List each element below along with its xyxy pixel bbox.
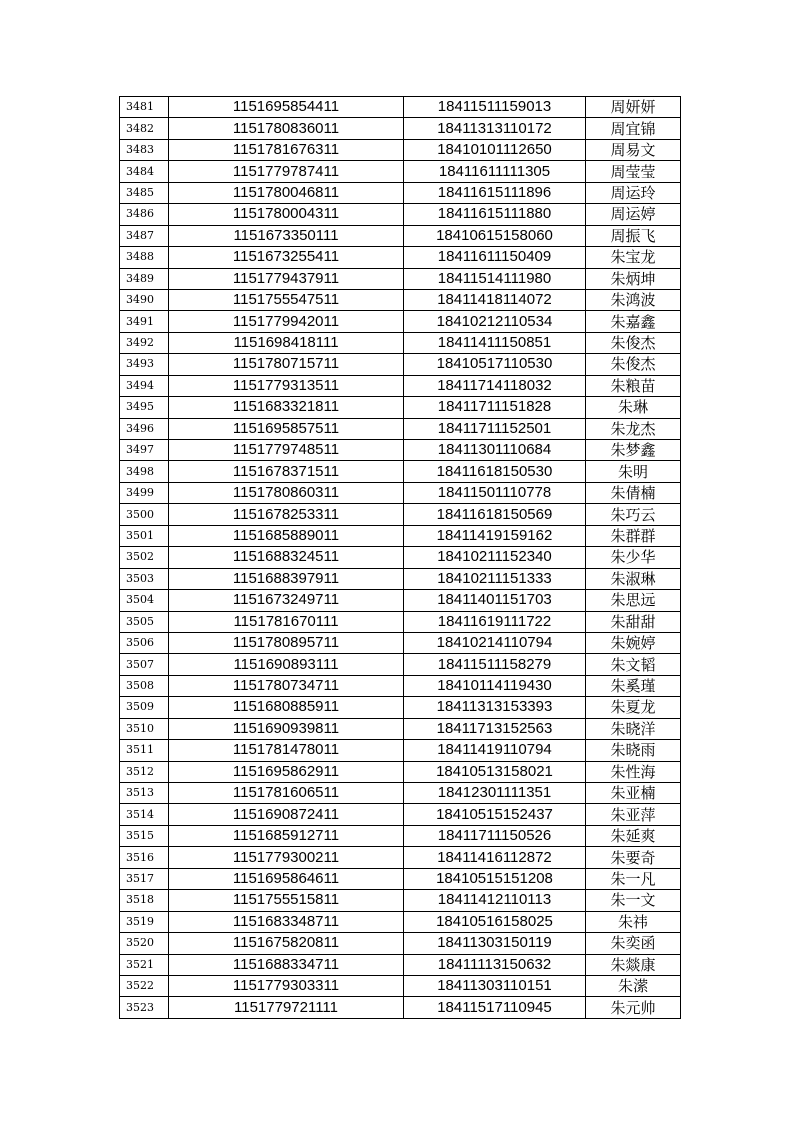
name-cell: 周易文 [586,139,681,160]
student-id-cell: 1151779437911 [169,268,404,289]
student-id-cell: 1151678371511 [169,461,404,482]
name-cell: 朱奚瑾 [586,675,681,696]
name-cell: 朱鸿波 [586,289,681,310]
student-id-cell: 1151779303311 [169,975,404,996]
student-id-cell: 1151688397911 [169,568,404,589]
row-number-cell: 3511 [120,740,169,761]
row-number-cell: 3495 [120,397,169,418]
exam-id-cell: 18410101112650 [404,139,586,160]
exam-id-cell: 18410515152437 [404,804,586,825]
row-number-cell: 3510 [120,718,169,739]
row-number-cell: 3502 [120,547,169,568]
name-cell: 朱龙杰 [586,418,681,439]
exam-id-cell: 18411419110794 [404,740,586,761]
student-id-cell: 1151673249711 [169,590,404,611]
name-cell: 朱甜甜 [586,611,681,632]
exam-id-cell: 18411418114072 [404,289,586,310]
name-cell: 朱燚康 [586,954,681,975]
row-number-cell: 3485 [120,182,169,203]
exam-id-cell: 18411401151703 [404,590,586,611]
records-body [120,97,681,1019]
student-id-cell: 1151755515811 [169,890,404,911]
table-row [120,825,681,846]
name-cell: 朱晓雨 [586,740,681,761]
row-number-cell: 3494 [120,375,169,396]
table-row [120,440,681,461]
student-id-cell: 1151695857511 [169,418,404,439]
student-id-cell: 1151780004311 [169,204,404,225]
table-row [120,97,681,118]
student-id-cell: 1151779300211 [169,847,404,868]
table-row [120,225,681,246]
row-number-cell: 3507 [120,654,169,675]
name-cell: 朱宝龙 [586,247,681,268]
student-id-cell: 1151779787411 [169,161,404,182]
table-row [120,268,681,289]
row-number-cell: 3504 [120,590,169,611]
row-number-cell: 3503 [120,568,169,589]
row-number-cell: 3481 [120,97,169,118]
table-row [120,418,681,439]
student-id-cell: 1151779313511 [169,375,404,396]
student-id-cell: 1151683348711 [169,911,404,932]
name-cell: 朱思远 [586,590,681,611]
name-cell: 朱嘉鑫 [586,311,681,332]
exam-id-cell: 18410212110534 [404,311,586,332]
student-id-cell: 1151690939811 [169,718,404,739]
table-row [120,504,681,525]
exam-id-cell: 18411711150526 [404,825,586,846]
row-number-cell: 3491 [120,311,169,332]
exam-id-cell: 18410516158025 [404,911,586,932]
exam-id-cell: 18410211152340 [404,547,586,568]
name-cell: 朱炳坤 [586,268,681,289]
exam-id-cell: 18411618150530 [404,461,586,482]
student-id-cell: 1151779942011 [169,311,404,332]
name-cell: 朱一文 [586,890,681,911]
student-id-cell: 1151755547511 [169,289,404,310]
row-number-cell: 3514 [120,804,169,825]
exam-id-cell: 18411411150851 [404,332,586,353]
student-id-cell: 1151780046811 [169,182,404,203]
student-id-cell: 1151685889011 [169,525,404,546]
exam-id-cell: 18411416112872 [404,847,586,868]
row-number-cell: 3483 [120,139,169,160]
table-row [120,761,681,782]
table-row [120,397,681,418]
name-cell: 朱婉婷 [586,632,681,653]
exam-id-cell: 18410114119430 [404,675,586,696]
student-id-cell: 1151780895711 [169,632,404,653]
exam-id-cell: 18411419159162 [404,525,586,546]
student-id-cell: 1151781670111 [169,611,404,632]
table-row [120,547,681,568]
student-id-cell: 1151695864611 [169,868,404,889]
name-cell: 朱群群 [586,525,681,546]
table-row [120,911,681,932]
exam-id-cell: 18411615111896 [404,182,586,203]
row-number-cell: 3517 [120,868,169,889]
student-id-cell: 1151688334711 [169,954,404,975]
table-row [120,568,681,589]
row-number-cell: 3513 [120,783,169,804]
table-row [120,182,681,203]
table-row [120,954,681,975]
exam-id-cell: 18411303110151 [404,975,586,996]
name-cell: 周宜锦 [586,118,681,139]
row-number-cell: 3516 [120,847,169,868]
table-row [120,697,681,718]
table-row [120,718,681,739]
name-cell: 朱粮苗 [586,375,681,396]
table-row [120,525,681,546]
student-id-cell: 1151779748511 [169,440,404,461]
table-row [120,611,681,632]
row-number-cell: 3520 [120,933,169,954]
name-cell: 朱延爽 [586,825,681,846]
exam-id-cell: 18411303150119 [404,933,586,954]
exam-id-cell: 18411511159013 [404,97,586,118]
exam-id-cell: 18411412110113 [404,890,586,911]
name-cell: 朱明 [586,461,681,482]
student-id-cell: 1151680885911 [169,697,404,718]
exam-id-cell: 18411313110172 [404,118,586,139]
table-row [120,783,681,804]
name-cell: 朱潆 [586,975,681,996]
row-number-cell: 3490 [120,289,169,310]
name-cell: 朱俊杰 [586,354,681,375]
row-number-cell: 3499 [120,482,169,503]
exam-id-cell: 18410211151333 [404,568,586,589]
exam-id-cell: 18411511158279 [404,654,586,675]
exam-id-cell: 18411611111305 [404,161,586,182]
name-cell: 朱巧云 [586,504,681,525]
name-cell: 朱梦鑫 [586,440,681,461]
name-cell: 朱琳 [586,397,681,418]
table-row [120,590,681,611]
row-number-cell: 3487 [120,225,169,246]
exam-id-cell: 18411619111722 [404,611,586,632]
table-row [120,847,681,868]
row-number-cell: 3489 [120,268,169,289]
row-number-cell: 3519 [120,911,169,932]
table-row [120,311,681,332]
table-row [120,804,681,825]
name-cell: 周振飞 [586,225,681,246]
exam-id-cell: 18411611150409 [404,247,586,268]
row-number-cell: 3522 [120,975,169,996]
table-row [120,375,681,396]
row-number-cell: 3492 [120,332,169,353]
table-row [120,139,681,160]
student-id-cell: 1151695862911 [169,761,404,782]
row-number-cell: 3501 [120,525,169,546]
name-cell: 朱要奇 [586,847,681,868]
exam-id-cell: 18410615158060 [404,225,586,246]
table-row [120,247,681,268]
student-id-cell: 1151698418111 [169,332,404,353]
name-cell: 朱元帅 [586,997,681,1018]
table-row [120,632,681,653]
table-row [120,461,681,482]
student-id-cell: 1151781478011 [169,740,404,761]
table-row [120,289,681,310]
name-cell: 朱淑琳 [586,568,681,589]
student-id-cell: 1151673350111 [169,225,404,246]
table-row [120,654,681,675]
row-number-cell: 3521 [120,954,169,975]
name-cell: 周运玲 [586,182,681,203]
row-number-cell: 3488 [120,247,169,268]
row-number-cell: 3498 [120,461,169,482]
row-number-cell: 3500 [120,504,169,525]
row-number-cell: 3515 [120,825,169,846]
table-row [120,740,681,761]
table-row [120,204,681,225]
name-cell: 朱倩楠 [586,482,681,503]
name-cell: 周运婷 [586,204,681,225]
name-cell: 周莹莹 [586,161,681,182]
exam-id-cell: 18411313153393 [404,697,586,718]
table-row [120,332,681,353]
name-cell: 朱性海 [586,761,681,782]
exam-id-cell: 18411514111980 [404,268,586,289]
name-cell: 朱俊杰 [586,332,681,353]
exam-id-cell: 18411714118032 [404,375,586,396]
table-row [120,482,681,503]
student-id-cell: 1151781606511 [169,783,404,804]
row-number-cell: 3482 [120,118,169,139]
row-number-cell: 3497 [120,440,169,461]
row-number-cell: 3506 [120,632,169,653]
exam-id-cell: 18411615111880 [404,204,586,225]
table-row [120,675,681,696]
name-cell: 朱夏龙 [586,697,681,718]
table-row [120,118,681,139]
student-id-cell: 1151780734711 [169,675,404,696]
student-id-cell: 1151675820811 [169,933,404,954]
exam-id-cell: 18411301110684 [404,440,586,461]
table-row [120,975,681,996]
student-id-cell: 1151683321811 [169,397,404,418]
student-id-cell: 1151690893111 [169,654,404,675]
table-row [120,354,681,375]
student-id-cell: 1151781676311 [169,139,404,160]
table-row [120,161,681,182]
records-table [119,96,681,1019]
table-row [120,868,681,889]
exam-id-cell: 18412301111351 [404,783,586,804]
name-cell: 朱奕函 [586,933,681,954]
row-number-cell: 3496 [120,418,169,439]
name-cell: 朱文韬 [586,654,681,675]
row-number-cell: 3523 [120,997,169,1018]
student-id-cell: 1151780860311 [169,482,404,503]
row-number-cell: 3505 [120,611,169,632]
student-id-cell: 1151780836011 [169,118,404,139]
exam-id-cell: 18410513158021 [404,761,586,782]
student-id-cell: 1151779721111 [169,997,404,1018]
name-cell: 朱晓洋 [586,718,681,739]
exam-id-cell: 18411618150569 [404,504,586,525]
name-cell: 朱亚萍 [586,804,681,825]
student-id-cell: 1151695854411 [169,97,404,118]
exam-id-cell: 18411501110778 [404,482,586,503]
row-number-cell: 3484 [120,161,169,182]
row-number-cell: 3486 [120,204,169,225]
student-id-cell: 1151673255411 [169,247,404,268]
exam-id-cell: 18410517110530 [404,354,586,375]
name-cell: 朱祎 [586,911,681,932]
student-id-cell: 1151678253311 [169,504,404,525]
exam-id-cell: 18411113150632 [404,954,586,975]
student-id-cell: 1151688324511 [169,547,404,568]
row-number-cell: 3512 [120,761,169,782]
exam-id-cell: 18411517110945 [404,997,586,1018]
exam-id-cell: 18411711151828 [404,397,586,418]
name-cell: 朱亚楠 [586,783,681,804]
name-cell: 朱一凡 [586,868,681,889]
table-row [120,933,681,954]
exam-id-cell: 18410515151208 [404,868,586,889]
exam-id-cell: 18411711152501 [404,418,586,439]
row-number-cell: 3518 [120,890,169,911]
row-number-cell: 3509 [120,697,169,718]
name-cell: 周妍妍 [586,97,681,118]
student-id-cell: 1151780715711 [169,354,404,375]
student-id-cell: 1151690872411 [169,804,404,825]
exam-id-cell: 18410214110794 [404,632,586,653]
student-id-cell: 1151685912711 [169,825,404,846]
row-number-cell: 3508 [120,675,169,696]
row-number-cell: 3493 [120,354,169,375]
table-row [120,997,681,1018]
table-row [120,890,681,911]
exam-id-cell: 18411713152563 [404,718,586,739]
name-cell: 朱少华 [586,547,681,568]
